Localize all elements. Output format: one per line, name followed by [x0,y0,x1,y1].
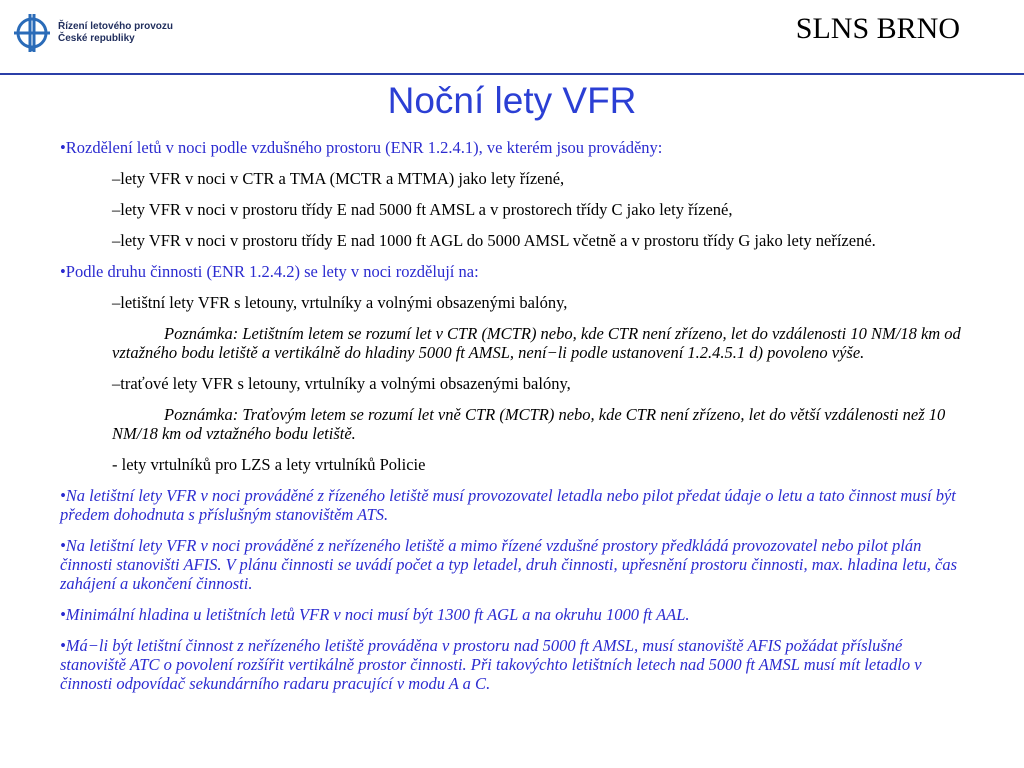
sub-bullet-aerodrome-flights: –letištní lety VFR s letouny, vrtulníky a volnými obsazenými balóny, [112,293,568,312]
logo [12,12,173,54]
logo-line-2: České republiky [58,33,135,44]
org-title: SLNS BRNO [795,12,960,45]
sub-bullet-class-e-below: –lety VFR v noci v prostoru třídy E nad 1000 ft AGL do 5000 AMSL včetně a v prostoru třídy G jako lety neřízené. [112,231,876,250]
bullet-uncontrolled-aerodrome: •Na letištní lety VFR v noci prováděné z neřízeného letiště a mimo řízené vzdušné prostory předkládá provozovatel nebo pilot plán činnosti stanovišti AFIS. V plánu činnosti se uvádí počet a typ letadel, druh činnosti, upřesnění prostoru činnosti, max. hladina letu, čas zahájení a ukončení činnosti. [60,536,958,593]
logo-line-1: Řízení letového provozu [58,21,174,32]
note-route-flights: Poznámka: Traťovým letem se rozumí let vně CTR (MCTR) nebo, kde CTR není zřízeno, let do větší vzdálenosti než 10 NM/18 km od vztažného bodu letiště. [112,405,946,443]
bullet-above-5000: •Má−li být letištní činnost z neřízeného letiště prováděna v prostoru nad 5000 ft AMSL, musí stanoviště AFIS požádat příslušné stanoviště ATC o povolení rozšířit vertikálně prostor činnosti. Při takovýchto letištních letech nad 5000 ft AMSL musí mít letadlo v činnosti odpovídač sekundárního radaru pracující v modu A a C. [60,636,922,693]
page-title: Noční lety VFR [387,80,637,121]
sub-bullet-route-flights: –traťové lety VFR s letouny, vrtulníky a volnými obsazenými balóny, [112,374,571,393]
header-rule [0,73,1024,75]
bullet-controlled-aerodrome: •Na letištní lety VFR v noci prováděné z řízeného letiště musí provozovatel letadla nebo pilot předat údaje o letu a tato činnost musí být předem dohodnuta s příslušným stanovištěm ATS. [60,486,956,524]
bullet-airspace: •Rozdělení letů v noci podle vzdušného prostoru (ENR 1.2.4.1), ve kterém jsou prováděny: [60,138,663,157]
bullet-minimum-level: •Minimální hladina u letištních letů VFR v noci musí být 1300 ft AGL a na okruhu 1000 ft AAL. [60,605,690,624]
sub-bullet-ctr-tma: –lety VFR v noci v CTR a TMA (MCTR a MTMA) jako lety řízené, [112,169,565,188]
sub-bullet-helicopters: - lety vrtulníků pro LZS a lety vrtulníků Policie [112,455,426,474]
bullet-activity: •Podle druhu činnosti (ENR 1.2.4.2) se lety v noci rozdělují na: [60,262,479,281]
logo-text [58,21,173,45]
rlp-logo-icon [12,12,52,54]
note-aerodrome-flights: Poznámka: Letištním letem se rozumí let v CTR (MCTR) nebo, kde CTR není zřízeno, let do vzdálenosti 10 NM/18 km od vztažného bodu letiště a vertikálně do hladiny 5000 ft AMSL, není−li podle ustanovení 1.2.4.5.1 d) povoleno výše. [112,324,961,362]
sub-bullet-class-e-above: –lety VFR v noci v prostoru třídy E nad 5000 ft AMSL a v prostorech třídy C jako lety řízené, [112,200,733,219]
slide-content [60,138,970,705]
